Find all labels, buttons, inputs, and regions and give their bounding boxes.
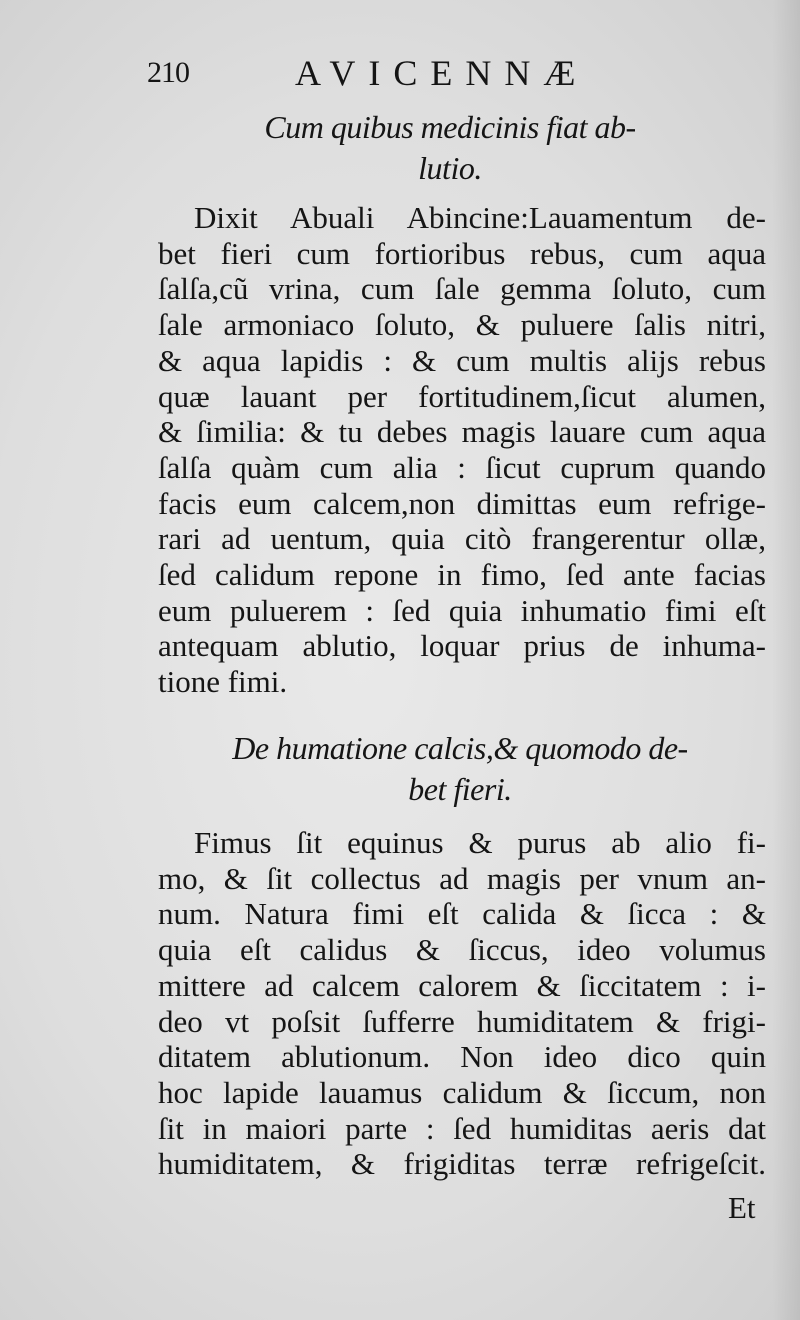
text-line: ſed calidum repone in fimo, ſed ante facias — [158, 557, 766, 593]
text-line: ſalſa,cũ vrina, cum ſale gemma ſoluto, cum — [158, 271, 766, 307]
text-line: humiditatem, & frigiditas terræ refrigeſcit. — [158, 1146, 766, 1182]
paragraph-1 — [158, 200, 766, 700]
running-title: AVICENNÆ — [295, 53, 589, 93]
heading-line: lutio. — [418, 150, 482, 186]
heading-line: Cum quibus medicinis fiat ab- — [264, 109, 636, 145]
text-line: facis eum calcem,non dimittas eum refrige- — [158, 485, 766, 521]
heading-line: De humatione calcis,& quomodo de- — [232, 730, 688, 766]
text-line: & ſimilia: & tu debes magis lauare cum aqua — [158, 414, 766, 450]
catchword: Et — [728, 1190, 756, 1225]
text-line: quæ lauant per fortitudinem,ſicut alumen, — [158, 378, 766, 414]
text-line: ditatem ablutionum. Non ideo dico quin — [158, 1039, 766, 1075]
heading-line: bet fieri. — [408, 771, 512, 807]
text-line: ſit in maiori parte : ſed humiditas aeris dat — [158, 1110, 766, 1146]
text-line: mittere ad calcem calorem & ſiccitatem : i- — [158, 967, 766, 1003]
text-line: Fimus ſit equinus & purus ab alio fi- — [194, 825, 766, 860]
text-line: antequam ablutio, loquar prius de inhuma- — [158, 628, 766, 664]
text-line: bet fieri cum fortioribus rebus, cum aqua — [158, 235, 766, 271]
text-line: quia eſt calidus & ſiccus, ideo volumus — [158, 932, 766, 968]
text-line: ſale armoniaco ſoluto, & puluere ſalis nitri, — [158, 307, 766, 343]
page-header — [147, 52, 667, 102]
text-line: mo, & ſit collectus ad magis per vnum an- — [158, 860, 766, 896]
page-number: 210 — [147, 56, 189, 89]
text-line: hoc lapide lauamus calidum & ſiccum, non — [158, 1074, 766, 1110]
section-heading-1 — [230, 107, 670, 189]
text-line: Dixit Abuali Abincine:Lauamentum de- — [194, 200, 766, 235]
text-line: & aqua lapidis : & cum multis alijs rebus — [158, 342, 766, 378]
section-heading-2 — [190, 728, 730, 810]
text-line: deo vt poſsit ſufferre humiditatem & frigi- — [158, 1003, 766, 1039]
paragraph-2 — [158, 825, 766, 1182]
text-line: num. Natura fimi eſt calida & ſicca : & — [158, 896, 766, 932]
text-line: rari ad uentum, quia citò frangerentur ollæ, — [158, 521, 766, 557]
text-line: tione fimi. — [158, 664, 288, 700]
text-line: ſalſa quàm cum alia : ſicut cuprum quando — [158, 449, 766, 485]
text-line: eum puluerem : ſed quia inhumatio fimi eſt — [158, 592, 766, 628]
page-edge-shadow — [772, 0, 800, 1320]
